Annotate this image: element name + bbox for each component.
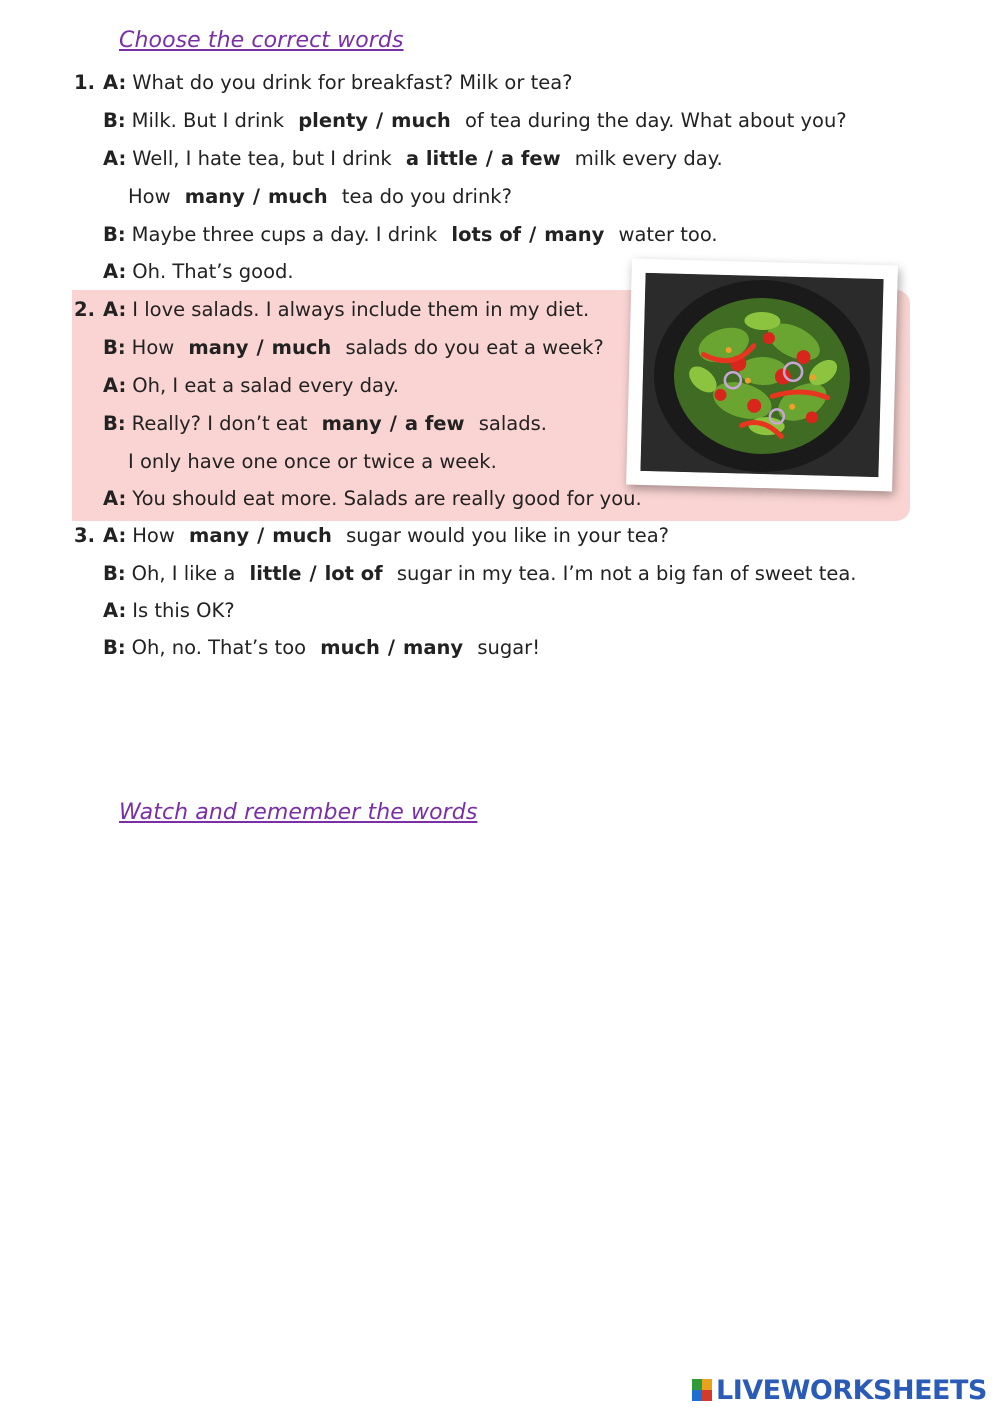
choice-separator: / bbox=[387, 636, 396, 659]
line-text: salads do you eat a week? bbox=[345, 336, 604, 359]
word-choice-option[interactable]: much bbox=[320, 636, 380, 659]
liveworksheets-icon bbox=[692, 1379, 712, 1401]
choice-separator: / bbox=[485, 147, 493, 170]
word-choice-option[interactable]: many bbox=[184, 185, 245, 208]
dialogue-line bbox=[103, 70, 573, 96]
liveworksheets-logo bbox=[692, 1374, 987, 1406]
word-choice-option[interactable]: a little bbox=[405, 147, 478, 170]
question-number: 2. bbox=[74, 298, 95, 321]
line-text: Oh. That’s good. bbox=[132, 260, 294, 283]
word-choice-option[interactable]: plenty bbox=[298, 109, 369, 132]
line-text: salads. bbox=[478, 412, 547, 435]
word-choice-option[interactable]: lot of bbox=[324, 562, 383, 585]
line-text: sugar! bbox=[477, 636, 541, 659]
line-text: tea do you drink? bbox=[341, 185, 512, 208]
dialogue-line bbox=[128, 449, 497, 475]
choice-separator: / bbox=[376, 109, 384, 132]
dialogue-line bbox=[103, 635, 540, 661]
word-choice-option[interactable]: many bbox=[544, 223, 605, 246]
dialogue-line bbox=[103, 486, 642, 512]
speaker-label: A: bbox=[103, 260, 127, 283]
dialogue-line bbox=[103, 146, 723, 172]
line-text: Well, I hate tea, but I drink bbox=[132, 147, 392, 170]
line-text: milk every day. bbox=[574, 147, 723, 170]
question-number: 3. bbox=[74, 524, 95, 547]
line-text: How bbox=[132, 524, 175, 547]
dialogue-line bbox=[103, 561, 857, 587]
word-choice-option[interactable]: many bbox=[403, 636, 464, 659]
choice-separator: / bbox=[257, 524, 265, 547]
line-text: How bbox=[131, 336, 175, 359]
word-choice-option[interactable]: many bbox=[188, 336, 249, 359]
dialogue-line bbox=[103, 222, 718, 248]
line-text: You should eat more. Salads are really good for you. bbox=[132, 487, 642, 510]
word-choice-option[interactable]: lots of bbox=[451, 223, 522, 246]
speaker-label: A: bbox=[103, 524, 127, 547]
dialogue-line bbox=[103, 373, 399, 399]
line-text: How bbox=[128, 185, 171, 208]
speaker-label: B: bbox=[103, 109, 126, 132]
dialogue-line bbox=[128, 184, 512, 210]
word-choice-option[interactable]: much bbox=[271, 336, 332, 359]
choice-separator: / bbox=[389, 412, 397, 435]
line-text: I love salads. I always include them in my diet. bbox=[132, 298, 590, 321]
line-text: What do you drink for breakfast? Milk or tea? bbox=[132, 71, 573, 94]
speaker-label: A: bbox=[103, 298, 127, 321]
dialogue-line bbox=[103, 523, 669, 549]
dialogue-line bbox=[103, 411, 547, 437]
speaker-label: B: bbox=[103, 223, 126, 246]
choice-separator: / bbox=[252, 185, 260, 208]
choice-separator: / bbox=[309, 562, 317, 585]
speaker-label: B: bbox=[103, 636, 126, 659]
speaker-label: B: bbox=[103, 336, 126, 359]
line-text: Oh, I like a bbox=[131, 562, 236, 585]
choice-separator: / bbox=[529, 223, 537, 246]
dialogue-line bbox=[103, 259, 294, 285]
dialogue-line bbox=[103, 297, 589, 323]
line-text: of tea during the day. What about you? bbox=[465, 109, 847, 132]
word-choice-option[interactable]: a few bbox=[500, 147, 561, 170]
speaker-label: A: bbox=[103, 599, 127, 622]
speaker-label: B: bbox=[103, 562, 126, 585]
word-choice-option[interactable]: much bbox=[391, 109, 451, 132]
word-choice-option[interactable]: much bbox=[272, 524, 332, 547]
heading-choose: Choose the correct words bbox=[119, 28, 404, 53]
line-text: Is this OK? bbox=[132, 599, 235, 622]
dialogue-line bbox=[103, 335, 604, 361]
logo-text: LIVEWORKSHEETS bbox=[716, 1374, 987, 1406]
question-number: 1. bbox=[74, 71, 95, 94]
line-text: water too. bbox=[618, 223, 718, 246]
choice-separator: / bbox=[256, 336, 264, 359]
line-text: sugar in my tea. I’m not a big fan of sweet tea. bbox=[396, 562, 857, 585]
speaker-label: A: bbox=[103, 147, 127, 170]
heading-watch: Watch and remember the words bbox=[119, 800, 478, 825]
line-text: Oh, I eat a salad every day. bbox=[132, 374, 399, 397]
speaker-label: A: bbox=[103, 71, 127, 94]
line-text: Oh, no. That’s too bbox=[131, 636, 307, 659]
word-choice-option[interactable]: a few bbox=[404, 412, 465, 435]
speaker-label: B: bbox=[103, 412, 126, 435]
word-choice-option[interactable]: much bbox=[267, 185, 328, 208]
speaker-label: A: bbox=[103, 374, 127, 397]
line-text: Milk. But I drink bbox=[131, 109, 285, 132]
line-text: I only have one once or twice a week. bbox=[128, 450, 497, 473]
salad-photo-frame bbox=[626, 259, 898, 492]
dialogue-line bbox=[103, 108, 847, 134]
line-text: Really? I don’t eat bbox=[131, 412, 308, 435]
dialogue-line bbox=[103, 598, 235, 624]
line-text: Maybe three cups a day. I drink bbox=[131, 223, 438, 246]
line-text: sugar would you like in your tea? bbox=[346, 524, 669, 547]
word-choice-option[interactable]: little bbox=[249, 562, 302, 585]
word-choice-option[interactable]: many bbox=[189, 524, 250, 547]
word-choice-option[interactable]: many bbox=[321, 412, 382, 435]
salad-icon bbox=[640, 273, 883, 477]
speaker-label: A: bbox=[103, 487, 127, 510]
salad-photo bbox=[640, 273, 883, 477]
